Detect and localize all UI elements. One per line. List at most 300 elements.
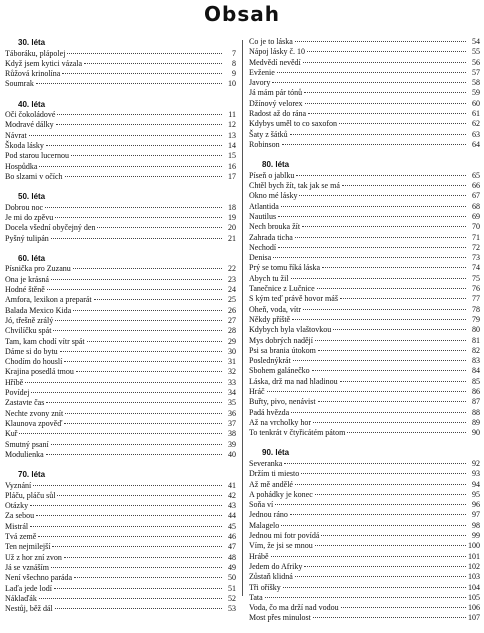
entry-page-number: 92 bbox=[472, 458, 480, 468]
entry-title: Ona je krásná bbox=[5, 274, 49, 284]
entry-title: Radost až do rána bbox=[249, 109, 307, 119]
toc-entry[interactable] bbox=[5, 440, 236, 450]
toc-entry[interactable] bbox=[5, 388, 236, 398]
entry-title: Chvilíčku spát bbox=[5, 326, 52, 336]
toc-entry[interactable] bbox=[5, 378, 236, 388]
entry-title: Kdybys uměl to co saxofon bbox=[249, 119, 337, 129]
toc-entry[interactable] bbox=[249, 418, 480, 428]
dot-leader bbox=[55, 217, 222, 218]
toc-entry[interactable] bbox=[5, 409, 236, 419]
toc-section bbox=[5, 99, 236, 183]
entry-page-number: 50 bbox=[228, 573, 236, 583]
entry-page-number: 106 bbox=[468, 603, 480, 613]
entry-page-number: 55 bbox=[472, 47, 480, 57]
entry-title: Javory bbox=[249, 78, 271, 88]
toc-entry[interactable] bbox=[5, 326, 236, 336]
entry-page-number: 37 bbox=[228, 418, 236, 428]
toc-entry[interactable] bbox=[5, 532, 236, 542]
toc-entry[interactable] bbox=[249, 562, 480, 572]
dot-leader bbox=[322, 267, 466, 268]
dot-leader bbox=[71, 155, 222, 156]
entry-page-number: 98 bbox=[472, 520, 480, 530]
toc-entry[interactable] bbox=[249, 140, 480, 150]
entry-page-number: 23 bbox=[228, 274, 236, 284]
toc-entry[interactable] bbox=[249, 459, 480, 469]
toc-entry[interactable] bbox=[5, 234, 236, 244]
entry-page-number: 16 bbox=[228, 161, 236, 171]
toc-entry[interactable] bbox=[249, 387, 480, 397]
dot-leader bbox=[296, 175, 466, 176]
entry-page-number: 93 bbox=[472, 469, 480, 479]
entry-title: Padá hvězda bbox=[249, 407, 290, 417]
entry-title: Atlantida bbox=[249, 201, 279, 211]
toc-entry[interactable] bbox=[249, 243, 480, 253]
entry-page-number: 83 bbox=[472, 356, 480, 366]
dot-leader bbox=[65, 413, 222, 414]
toc-entry[interactable] bbox=[5, 367, 236, 377]
entry-title: Oči čokoládové bbox=[5, 110, 56, 120]
entry-page-number: 77 bbox=[472, 294, 480, 304]
toc-entry[interactable] bbox=[249, 603, 480, 613]
entry-title: Šaty z šátků bbox=[249, 129, 288, 139]
entry-title: Hospůdka bbox=[5, 161, 38, 171]
entry-title: S kým teď právě hovor máš bbox=[249, 294, 338, 304]
entry-page-number: 80 bbox=[472, 325, 480, 335]
toc-section bbox=[249, 159, 480, 438]
toc-left-column bbox=[5, 37, 236, 623]
dot-leader bbox=[318, 350, 466, 351]
toc-entry[interactable] bbox=[5, 481, 236, 491]
toc-right-column bbox=[249, 37, 480, 633]
entry-title: Škoda lásky bbox=[5, 141, 44, 151]
toc-entry[interactable] bbox=[249, 490, 480, 500]
dot-leader bbox=[36, 515, 222, 516]
entry-title: Pyšný tulipán bbox=[5, 233, 49, 243]
toc-entry[interactable] bbox=[5, 398, 236, 408]
entry-page-number: 81 bbox=[472, 335, 480, 345]
entry-title: Denisa bbox=[249, 253, 272, 263]
dot-leader bbox=[315, 545, 466, 546]
entry-title: To tenkrát v čtyřicátém pátom bbox=[249, 428, 346, 438]
toc-entry[interactable] bbox=[249, 274, 480, 284]
dot-leader bbox=[51, 238, 222, 239]
dot-leader bbox=[64, 361, 222, 362]
toc-entry[interactable] bbox=[249, 531, 480, 541]
entry-title: Tata bbox=[249, 592, 263, 602]
toc-entry[interactable] bbox=[249, 315, 480, 325]
dot-leader bbox=[55, 320, 222, 321]
entry-page-number: 61 bbox=[472, 109, 480, 119]
toc-entry[interactable] bbox=[249, 325, 480, 335]
entry-title: Klaunova zpověď bbox=[5, 418, 63, 428]
entry-page-number: 43 bbox=[228, 501, 236, 511]
toc-entry[interactable] bbox=[5, 573, 236, 583]
toc-entry[interactable] bbox=[5, 285, 236, 295]
toc-entry[interactable] bbox=[249, 181, 480, 191]
toc-entry[interactable] bbox=[249, 233, 480, 243]
entry-title: Džínový velorex bbox=[249, 98, 303, 108]
dot-leader bbox=[30, 526, 222, 527]
entry-page-number: 58 bbox=[472, 78, 480, 88]
dot-leader bbox=[321, 535, 466, 536]
entry-title: Bo slzami v očích bbox=[5, 171, 63, 181]
entry-page-number: 22 bbox=[228, 264, 236, 274]
dot-leader bbox=[53, 330, 222, 331]
dot-leader bbox=[30, 505, 222, 506]
toc-entry[interactable] bbox=[249, 346, 480, 356]
entry-page-number: 45 bbox=[228, 521, 236, 531]
entry-title: Jó, třešně zrálý bbox=[5, 315, 54, 325]
entry-title: Zahrada ticha bbox=[249, 232, 293, 242]
entry-title: Pod starou lucernou bbox=[5, 151, 69, 161]
entry-title: Hráč bbox=[249, 387, 265, 396]
dot-leader bbox=[303, 309, 466, 310]
entry-page-number: 73 bbox=[472, 253, 480, 263]
entry-title: Já se vznáším bbox=[5, 562, 49, 572]
entry-page-number: 21 bbox=[228, 233, 236, 243]
toc-entry[interactable] bbox=[5, 594, 236, 604]
toc-entry[interactable] bbox=[249, 336, 480, 346]
entry-title: Dáme si do bytu bbox=[5, 346, 58, 356]
toc-entry[interactable] bbox=[249, 305, 480, 315]
toc-entry[interactable] bbox=[5, 120, 236, 130]
entry-title: Pláču, pláču sůl bbox=[5, 490, 56, 500]
entry-page-number: 103 bbox=[468, 572, 480, 582]
toc-entry[interactable] bbox=[5, 553, 236, 563]
toc-entry[interactable] bbox=[5, 501, 236, 511]
entry-page-number: 99 bbox=[472, 531, 480, 541]
dot-leader bbox=[302, 226, 466, 227]
dot-leader bbox=[33, 485, 222, 486]
dot-leader bbox=[31, 392, 222, 393]
entry-page-number: 60 bbox=[472, 98, 480, 108]
entry-page-number: 38 bbox=[228, 429, 236, 439]
entry-title: Tvá země bbox=[5, 532, 37, 542]
toc-entry[interactable] bbox=[249, 428, 480, 438]
dot-leader bbox=[271, 556, 466, 557]
toc-entry[interactable] bbox=[5, 275, 236, 285]
toc-entry[interactable] bbox=[249, 263, 480, 273]
entry-title: Abych tu žil bbox=[249, 273, 289, 283]
entry-page-number: 52 bbox=[228, 593, 236, 603]
dot-leader bbox=[312, 370, 466, 371]
toc-entry[interactable] bbox=[5, 337, 236, 347]
toc-entry[interactable] bbox=[249, 510, 480, 520]
toc-entry[interactable] bbox=[5, 604, 236, 614]
toc-entry[interactable] bbox=[249, 119, 480, 129]
dot-leader bbox=[301, 473, 466, 474]
dot-leader bbox=[292, 319, 466, 320]
entry-title: Evženie bbox=[249, 67, 275, 77]
toc-section bbox=[5, 37, 236, 90]
toc-entry[interactable] bbox=[249, 171, 480, 181]
dot-leader bbox=[283, 587, 466, 588]
toc-entry[interactable] bbox=[249, 469, 480, 479]
toc-section bbox=[249, 447, 480, 623]
toc-entry[interactable] bbox=[249, 78, 480, 88]
dot-leader bbox=[291, 412, 466, 413]
toc-entry[interactable] bbox=[249, 212, 480, 222]
entry-page-number: 86 bbox=[472, 387, 480, 396]
dot-leader bbox=[308, 113, 466, 114]
toc-entry[interactable] bbox=[5, 131, 236, 141]
entry-page-number: 82 bbox=[472, 345, 480, 355]
entry-title: Smutný psaní bbox=[5, 439, 49, 449]
entry-title: Píseň o jablku bbox=[249, 170, 295, 180]
dot-leader bbox=[347, 432, 466, 433]
dot-leader bbox=[45, 207, 222, 208]
toc-entry[interactable] bbox=[249, 99, 480, 109]
toc-entry[interactable] bbox=[5, 522, 236, 532]
toc-entry[interactable] bbox=[5, 357, 236, 367]
entry-page-number: 31 bbox=[228, 357, 236, 367]
toc-entry[interactable] bbox=[249, 109, 480, 119]
toc-entry[interactable] bbox=[5, 429, 236, 439]
toc-entry[interactable] bbox=[5, 295, 236, 305]
dot-leader bbox=[318, 401, 466, 402]
entry-page-number: 26 bbox=[228, 305, 236, 315]
entry-page-number: 48 bbox=[228, 552, 236, 562]
dot-leader bbox=[74, 577, 222, 578]
entry-page-number: 8 bbox=[232, 58, 236, 68]
entry-page-number: 59 bbox=[472, 88, 480, 98]
entry-title: Kuř bbox=[5, 429, 18, 439]
toc-entry[interactable] bbox=[5, 491, 236, 501]
entry-title: Táboráku, plápolej bbox=[5, 48, 66, 58]
entry-title: Za sebou bbox=[5, 511, 35, 521]
toc-entry[interactable] bbox=[5, 563, 236, 573]
entry-title: Návrat bbox=[5, 130, 27, 140]
entry-title: Modulienka bbox=[5, 449, 44, 459]
dot-leader bbox=[282, 144, 466, 145]
toc-entry[interactable] bbox=[5, 151, 236, 161]
entry-page-number: 94 bbox=[472, 479, 480, 489]
toc-section bbox=[5, 191, 236, 244]
entry-title: Hříbě bbox=[5, 377, 24, 387]
entry-title: Docela všední obyčejný den bbox=[5, 223, 96, 233]
entry-page-number: 44 bbox=[228, 511, 236, 521]
toc-entry[interactable] bbox=[249, 356, 480, 366]
toc-entry[interactable] bbox=[5, 542, 236, 552]
entry-page-number: 7 bbox=[232, 48, 236, 58]
dot-leader bbox=[295, 576, 466, 577]
section-heading: 60. léta bbox=[18, 253, 46, 263]
entry-title: Nechodí bbox=[249, 242, 277, 252]
entry-title: Modravé dálky bbox=[5, 120, 54, 130]
entry-page-number: 46 bbox=[228, 532, 236, 542]
toc-entry[interactable] bbox=[249, 366, 480, 376]
entry-page-number: 76 bbox=[472, 284, 480, 294]
toc-entry[interactable] bbox=[249, 294, 480, 304]
dot-leader bbox=[290, 134, 466, 135]
toc-entry[interactable] bbox=[5, 213, 236, 223]
entry-page-number: 96 bbox=[472, 500, 480, 510]
toc-entry[interactable] bbox=[5, 59, 236, 69]
dot-leader bbox=[304, 566, 466, 567]
dot-leader bbox=[64, 423, 222, 424]
dot-leader bbox=[278, 247, 466, 248]
entry-title: Hrábě bbox=[249, 551, 269, 561]
toc-entry[interactable] bbox=[249, 222, 480, 232]
entry-page-number: 36 bbox=[228, 408, 236, 418]
dot-leader bbox=[303, 62, 466, 63]
entry-page-number: 67 bbox=[472, 191, 480, 201]
entry-page-number: 72 bbox=[472, 242, 480, 252]
section-heading: 90. léta bbox=[262, 448, 290, 458]
toc-entry[interactable] bbox=[5, 141, 236, 151]
entry-title: Už z hor zní zvon bbox=[5, 552, 62, 562]
entry-title: Soumrak bbox=[5, 79, 34, 89]
dot-leader bbox=[290, 514, 466, 515]
entry-page-number: 30 bbox=[228, 346, 236, 356]
entry-page-number: 102 bbox=[468, 561, 480, 571]
dot-leader bbox=[52, 546, 222, 547]
toc-entry[interactable] bbox=[5, 306, 236, 316]
dot-leader bbox=[46, 454, 222, 455]
dot-leader bbox=[47, 289, 222, 290]
toc-entry[interactable] bbox=[249, 253, 480, 263]
toc-entry[interactable] bbox=[5, 79, 236, 89]
entry-title: Vím, že jsi se mnou bbox=[249, 541, 313, 551]
toc-entry[interactable] bbox=[5, 162, 236, 172]
dot-leader bbox=[57, 114, 222, 115]
entry-page-number: 84 bbox=[472, 366, 480, 376]
toc-entry[interactable] bbox=[5, 511, 236, 521]
entry-title: Ten nejmilejší bbox=[5, 542, 51, 552]
toc-entry[interactable] bbox=[5, 110, 236, 120]
toc-entry[interactable] bbox=[5, 264, 236, 274]
toc-entry[interactable] bbox=[249, 37, 480, 47]
entry-page-number: 24 bbox=[228, 285, 236, 295]
entry-page-number: 51 bbox=[228, 583, 236, 593]
entry-title: Není všechno paráda bbox=[5, 573, 73, 583]
dot-leader bbox=[273, 257, 466, 258]
dot-leader bbox=[341, 607, 466, 608]
entry-title: Soňa ví bbox=[249, 500, 274, 510]
toc-entry[interactable] bbox=[249, 47, 480, 57]
toc-section bbox=[5, 469, 236, 614]
toc-entry[interactable] bbox=[249, 572, 480, 582]
entry-page-number: 14 bbox=[228, 141, 236, 151]
toc-entry[interactable] bbox=[249, 88, 480, 98]
dot-leader bbox=[295, 237, 466, 238]
toc-entry[interactable] bbox=[249, 68, 480, 78]
toc-entry[interactable] bbox=[249, 191, 480, 201]
toc-entry[interactable] bbox=[5, 584, 236, 594]
toc-entry[interactable] bbox=[5, 223, 236, 233]
toc-entry[interactable] bbox=[5, 49, 236, 59]
entry-page-number: 69 bbox=[472, 211, 480, 221]
entry-page-number: 68 bbox=[472, 201, 480, 211]
toc-entry[interactable] bbox=[249, 284, 480, 294]
dot-leader bbox=[295, 484, 466, 485]
toc-entry[interactable] bbox=[249, 500, 480, 510]
dot-leader bbox=[281, 206, 466, 207]
toc-entry[interactable] bbox=[249, 130, 480, 140]
toc-entry[interactable] bbox=[249, 58, 480, 68]
toc-entry[interactable] bbox=[249, 552, 480, 562]
toc-entry[interactable] bbox=[249, 377, 480, 387]
entry-page-number: 28 bbox=[228, 326, 236, 336]
dot-leader bbox=[19, 433, 222, 434]
entry-title: Jedem do Afriky bbox=[249, 561, 303, 571]
entry-page-number: 33 bbox=[228, 377, 236, 387]
entry-title: Voda, čo ma drží nad vodou bbox=[249, 603, 339, 613]
dot-leader bbox=[51, 279, 222, 280]
entry-title: Tam, kam chodí vítr spát bbox=[5, 336, 85, 346]
dot-leader bbox=[299, 195, 466, 196]
entry-title: Nestůj, běž dál bbox=[5, 604, 53, 614]
dot-leader bbox=[73, 310, 222, 311]
toc-entry[interactable] bbox=[5, 450, 236, 460]
entry-title: Někdy příště bbox=[249, 314, 291, 324]
dot-leader bbox=[265, 597, 466, 598]
entry-title: Oheň, voda, vítr bbox=[249, 304, 301, 314]
entry-title: Poslednýkrát bbox=[249, 356, 291, 366]
entry-page-number: 19 bbox=[228, 213, 236, 223]
dot-leader bbox=[62, 73, 222, 74]
entry-title: Já mám pár tónů bbox=[249, 88, 303, 98]
toc-entry[interactable] bbox=[5, 316, 236, 326]
toc-entry[interactable] bbox=[249, 613, 480, 623]
entry-title: Robinson bbox=[249, 139, 280, 149]
toc-entry[interactable] bbox=[5, 347, 236, 357]
entry-title: Růžová krinolína bbox=[5, 69, 61, 79]
toc-entry[interactable] bbox=[249, 408, 480, 418]
entry-title: Zůstaň klidná bbox=[249, 572, 293, 582]
toc-entry[interactable] bbox=[5, 172, 236, 182]
dot-leader bbox=[46, 402, 222, 403]
dot-leader bbox=[51, 444, 222, 445]
entry-title: Okno mé lásky bbox=[249, 191, 298, 201]
entry-page-number: 32 bbox=[228, 367, 236, 377]
dot-leader bbox=[64, 557, 222, 558]
entry-page-number: 95 bbox=[472, 489, 480, 499]
entry-page-number: 42 bbox=[228, 490, 236, 500]
dot-leader bbox=[54, 588, 222, 589]
entry-title: Buřty, pivo, nenávist bbox=[249, 397, 316, 407]
dot-leader bbox=[275, 504, 466, 505]
toc-entry[interactable] bbox=[249, 593, 480, 603]
toc-entry[interactable] bbox=[249, 521, 480, 531]
toc-entry[interactable] bbox=[249, 541, 480, 551]
toc-entry[interactable] bbox=[5, 203, 236, 213]
entry-title: Mistrál bbox=[5, 521, 29, 531]
section-heading: 30. léta bbox=[18, 38, 46, 47]
entry-page-number: 27 bbox=[228, 315, 236, 325]
entry-title: A pohádky je konec bbox=[249, 489, 313, 499]
entry-page-number: 78 bbox=[472, 304, 480, 314]
toc-entry[interactable] bbox=[249, 480, 480, 490]
entry-title: Jednou mi fotr povídá bbox=[249, 531, 320, 541]
dot-leader bbox=[313, 422, 466, 423]
dot-leader bbox=[87, 341, 222, 342]
entry-title: Láska, drž ma nad hladinou bbox=[249, 376, 338, 386]
dot-leader bbox=[60, 351, 222, 352]
entry-page-number: 101 bbox=[468, 551, 480, 561]
toc-entry[interactable] bbox=[5, 419, 236, 429]
dot-leader bbox=[339, 123, 466, 124]
toc-entry[interactable] bbox=[249, 583, 480, 593]
entry-page-number: 49 bbox=[228, 562, 236, 572]
entry-page-number: 53 bbox=[228, 604, 236, 614]
toc-entry[interactable] bbox=[249, 397, 480, 407]
dot-leader bbox=[73, 268, 222, 269]
toc-entry[interactable] bbox=[5, 69, 236, 79]
toc-entry[interactable] bbox=[249, 202, 480, 212]
entry-title: Tři oříšky bbox=[249, 582, 281, 592]
entry-title: Prý se tomu říká láska bbox=[249, 263, 321, 273]
